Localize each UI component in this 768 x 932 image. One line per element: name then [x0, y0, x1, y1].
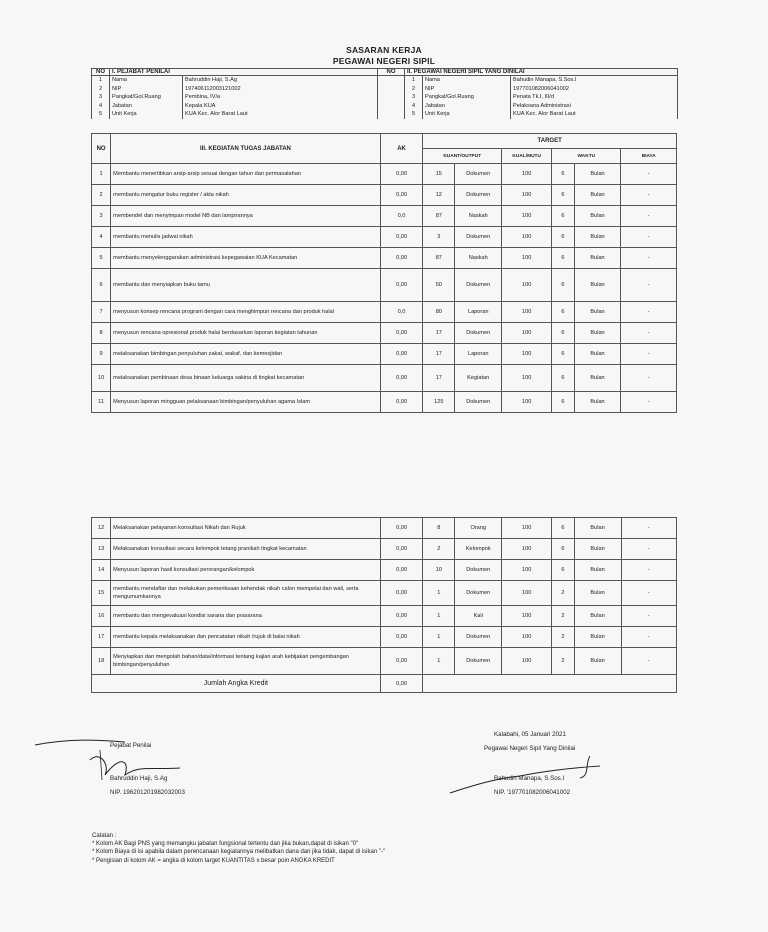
activity-no: 6 [92, 269, 111, 302]
activity-no: 11 [92, 392, 111, 413]
activity-row [92, 248, 677, 269]
activity-unit: Dokumen [455, 581, 502, 606]
activity-waktu-unit: Bulan [574, 606, 621, 627]
total-label: Jumlah Angka Kredit [92, 675, 381, 693]
activity-biaya: - [621, 627, 676, 648]
identity-rows [92, 76, 678, 119]
activity-row [92, 581, 677, 606]
activity-qty: 87 [423, 248, 455, 269]
id-right-no: 5 [405, 110, 423, 119]
activity-qty: 2 [423, 539, 455, 560]
activity-unit: Dokumen [455, 227, 502, 248]
activity-ak: 0,00 [380, 227, 423, 248]
total-value: 0,00 [380, 675, 423, 693]
activity-waktu-unit: Bulan [574, 269, 621, 302]
activity-mutu: 100 [502, 518, 552, 539]
note-2: * Kolom Biaya di isi apabila dalam perencanaan kegiatannya melibatkan dana dan jika tidak, dapat di isikan "-" [92, 849, 386, 856]
activity-mutu: 100 [502, 606, 552, 627]
activity-biaya: - [621, 518, 676, 539]
id-left-no: 3 [92, 93, 110, 102]
activity-no: 15 [92, 581, 111, 606]
activity-waktu: 6 [552, 248, 574, 269]
activity-unit: Naskah [455, 248, 502, 269]
activity-text: Menyiapkan dan mengolah bahan/data/informasi tentang kajian arah kebijakan pengembangan bimbingan/penyuluhan [111, 648, 381, 675]
activity-waktu: 6 [552, 365, 574, 392]
activity-mutu: 100 [502, 269, 552, 302]
activity-no: 4 [92, 227, 111, 248]
activity-waktu-unit: Bulan [574, 344, 621, 365]
id-right-value: Pelaksana Administrasi [511, 102, 678, 111]
activity-text: membendel dan menyimpan model NB dan lampirannya [111, 206, 381, 227]
activity-rows-1 [92, 164, 677, 413]
identity-row [92, 93, 678, 102]
id-right-value: KUA Kec. Alor Barat Laut [511, 110, 678, 119]
activity-mutu: 100 [502, 627, 552, 648]
document-subtitle: PEGAWAI NEGERI SIPIL [332, 56, 436, 66]
activity-unit: Dokumen [455, 164, 502, 185]
activity-text: membantu menulis jadwal nikah [111, 227, 381, 248]
col-ak: AK [380, 134, 423, 164]
activity-waktu: 6 [552, 323, 574, 344]
activity-mutu: 100 [502, 344, 552, 365]
activity-biaya: - [621, 344, 677, 365]
activity-ak: 0,00 [380, 539, 423, 560]
identity-row [92, 85, 678, 94]
activity-row [92, 185, 677, 206]
activity-ak: 0,00 [380, 248, 423, 269]
activity-text: membantu mengatur buku register / akta nikah [111, 185, 381, 206]
activity-text: Melaksanakan pelayanan konsultasi Nikah dan Rujuk [111, 518, 381, 539]
col-biaya: BIAYA [621, 149, 677, 164]
activity-waktu: 2 [552, 627, 574, 648]
activity-no: 2 [92, 185, 111, 206]
activity-no: 3 [92, 206, 111, 227]
id-right-label: Nama [423, 76, 511, 85]
activity-unit: Laporan [455, 302, 502, 323]
activity-mutu: 100 [502, 323, 552, 344]
id-right-no: 2 [405, 85, 423, 94]
activity-qty: 125 [423, 392, 455, 413]
activity-waktu: 2 [552, 606, 574, 627]
activity-ak: 0,00 [380, 606, 423, 627]
activity-qty: 50 [423, 269, 455, 302]
activity-ak: 0,00 [380, 627, 423, 648]
id-right-no: 4 [405, 102, 423, 111]
activity-unit: Dokumen [455, 560, 502, 581]
activity-ak: 0,00 [380, 518, 423, 539]
activity-qty: 1 [423, 648, 455, 675]
activity-biaya: - [621, 560, 676, 581]
activity-qty: 1 [423, 581, 455, 606]
activity-ak: 0,00 [380, 581, 423, 606]
id-spacer [378, 85, 405, 94]
notes [92, 832, 385, 865]
activity-mutu: 100 [502, 581, 552, 606]
activity-waktu: 6 [552, 344, 574, 365]
activity-no: 8 [92, 323, 111, 344]
id-spacer [378, 93, 405, 102]
activity-waktu: 6 [552, 518, 574, 539]
id-no-header-right: NO [378, 69, 405, 76]
id-no-header-left: NO [92, 69, 110, 76]
activity-ak: 0,00 [380, 392, 423, 413]
activity-qty: 8 [423, 518, 455, 539]
activity-text: membantu mendaftar dan melakukan pemeriksaan kehendak nikah calon mempelai dan wali, serta mengumumkannya [111, 581, 381, 606]
activity-text: melaksanakan pembinaan desa binaan keluarga sakina di tingkat kecamatan [111, 365, 381, 392]
activity-no: 16 [92, 606, 111, 627]
activities-table-2 [91, 517, 677, 693]
left-sign-role: Pejabat Penilai [110, 742, 152, 749]
activity-waktu-unit: Bulan [574, 560, 621, 581]
col-target: TARGET [423, 134, 677, 149]
activity-row [92, 560, 677, 581]
identity-row [92, 110, 678, 119]
activity-no: 18 [92, 648, 111, 675]
activity-unit: Dokumen [455, 323, 502, 344]
activity-mutu: 100 [502, 248, 552, 269]
left-sign-nip: NIP. 196201201982032003 [110, 789, 185, 796]
activity-mutu: 100 [502, 302, 552, 323]
activity-qty: 12 [423, 185, 455, 206]
id-left-label: Pangkat/Gol.Ruang [110, 93, 183, 102]
activity-no: 14 [92, 560, 111, 581]
id-left-no: 4 [92, 102, 110, 111]
activity-text: membantu dan mengevaluasi kondisi sarana dan prasarana [111, 606, 381, 627]
activity-ak: 0,00 [380, 365, 423, 392]
activity-waktu: 6 [552, 392, 574, 413]
id-right-value: 197701082006041002 [511, 85, 678, 94]
activity-waktu: 6 [552, 302, 574, 323]
activity-waktu: 6 [552, 560, 574, 581]
activity-mutu: 100 [502, 560, 552, 581]
activity-waktu-unit: Bulan [574, 392, 621, 413]
activity-mutu: 100 [502, 392, 552, 413]
identity-table [91, 68, 678, 119]
activity-ak: 0,00 [380, 344, 423, 365]
col-kual: KUAL/MUTU [502, 149, 552, 164]
id-left-value: 197406112003121002 [183, 85, 378, 94]
id-right-label: Jabatan [423, 102, 511, 111]
activity-row [92, 627, 677, 648]
identity-row [92, 76, 678, 85]
activity-text: Menyusun laporan mingguan pelaksanaan bimbingan/penyuluhan agama Islam [111, 392, 381, 413]
activity-no: 13 [92, 539, 111, 560]
activity-qty: 1 [423, 606, 455, 627]
activity-qty: 17 [423, 365, 455, 392]
activity-no: 7 [92, 302, 111, 323]
id-left-no: 5 [92, 110, 110, 119]
activity-qty: 3 [423, 227, 455, 248]
activity-biaya: - [621, 185, 677, 206]
activity-waktu-unit: Bulan [574, 185, 621, 206]
activity-ak: 0,00 [380, 185, 423, 206]
id-right-label: Unit Kerja [423, 110, 511, 119]
activities-table-1 [91, 133, 677, 413]
activity-unit: Kelompok [455, 539, 502, 560]
document-title: SASARAN KERJA [346, 45, 422, 55]
col-waktu: WAKTU [552, 149, 621, 164]
col-kegiatan: III. KEGIATAN TUGAS JABATAN [111, 134, 381, 164]
activity-ak: 0,00 [380, 269, 423, 302]
activity-unit: Kali [455, 606, 502, 627]
id-spacer [378, 110, 405, 119]
activity-no: 12 [92, 518, 111, 539]
right-sign-nip: NIP. '197701082006041002 [494, 789, 571, 796]
activity-no: 10 [92, 365, 111, 392]
activity-qty: 17 [423, 323, 455, 344]
activity-waktu: 6 [552, 185, 574, 206]
id-left-value: Bahruddin Haji, S.Ag [183, 76, 378, 85]
activity-waktu-unit: Bulan [574, 323, 621, 344]
activity-waktu: 2 [552, 581, 574, 606]
activity-unit: Laporan [455, 344, 502, 365]
activity-waktu: 6 [552, 539, 574, 560]
activity-mutu: 100 [502, 206, 552, 227]
activity-row [92, 648, 677, 675]
activity-row [92, 365, 677, 392]
id-right-label: NIP [423, 85, 511, 94]
id-left-no: 2 [92, 85, 110, 94]
activity-waktu-unit: Bulan [574, 648, 621, 675]
activity-row [92, 392, 677, 413]
place-date: Kalabahi, 05 Januari 2021 [494, 731, 566, 738]
activity-waktu: 6 [552, 206, 574, 227]
activity-waktu-unit: Bulan [574, 164, 621, 185]
activity-qty: 80 [423, 302, 455, 323]
activity-biaya: - [621, 581, 676, 606]
activity-unit: Naskah [455, 206, 502, 227]
activity-text: menyusun konsep rencana program dengan cara menghimpun rencana dan produk halal [111, 302, 381, 323]
activity-waktu-unit: Bulan [574, 302, 621, 323]
activity-qty: 10 [423, 560, 455, 581]
activity-biaya: - [621, 302, 677, 323]
left-sign-name: Bahruddin Haji, S.Ag [110, 775, 168, 782]
activity-biaya: - [621, 392, 677, 413]
id-left-value: Pembina, IV/a [183, 93, 378, 102]
id-left-no: 1 [92, 76, 110, 85]
activity-text: Melaksanakan konsultasi secara kelompok tetang pranikah tingkat kecamatan [111, 539, 381, 560]
activity-unit: Dokumen [455, 627, 502, 648]
id-right-no: 3 [405, 93, 423, 102]
activity-rows-2 [92, 518, 677, 675]
activity-no: 1 [92, 164, 111, 185]
activity-waktu-unit: Bulan [574, 539, 621, 560]
activity-no: 5 [92, 248, 111, 269]
id-right-value: Penata Tk.I, III/d [511, 93, 678, 102]
activity-waktu: 6 [552, 269, 574, 302]
activity-biaya: - [621, 606, 676, 627]
activity-waktu-unit: Bulan [574, 627, 621, 648]
activity-row [92, 227, 677, 248]
activity-ak: 0,00 [380, 648, 423, 675]
activity-waktu-unit: Bulan [574, 518, 621, 539]
activity-biaya: - [621, 269, 677, 302]
activity-row [92, 606, 677, 627]
activity-ak: 0,0 [380, 206, 423, 227]
activity-biaya: - [621, 206, 677, 227]
col-no: NO [92, 134, 111, 164]
activity-row [92, 539, 677, 560]
activity-text: menyusun rencana opresional produk halal berdasarkan laporan kegiatan tahunan [111, 323, 381, 344]
activity-row [92, 164, 677, 185]
activity-ak: 0,0 [380, 302, 423, 323]
activity-text: membantu dan menyiapkan buku tamu [111, 269, 381, 302]
activity-no: 9 [92, 344, 111, 365]
activity-biaya: - [621, 227, 677, 248]
activity-biaya: - [621, 365, 677, 392]
activity-text: melaksanakan bimbingan penyuluhan zakat, wakaf, dan kemesjidan [111, 344, 381, 365]
activity-waktu: 2 [552, 648, 574, 675]
id-spacer [378, 102, 405, 111]
activity-mutu: 100 [502, 648, 552, 675]
activity-unit: Kegiatan [455, 365, 502, 392]
activity-row [92, 269, 677, 302]
activity-text: membantu menyelenggarakan administrasi kepegawaian KUA Kecamatan [111, 248, 381, 269]
id-spacer [378, 76, 405, 85]
activity-row [92, 344, 677, 365]
activity-row [92, 302, 677, 323]
id-right-no: 1 [405, 76, 423, 85]
activity-mutu: 100 [502, 227, 552, 248]
activity-unit: Dokumen [455, 648, 502, 675]
activity-unit: Dokumen [455, 392, 502, 413]
id-left-label: Jabatan [110, 102, 183, 111]
section-pns-dinilai: II. PEGAWAI NEGERI SIPIL YANG DINILAI [405, 69, 678, 76]
activity-no: 17 [92, 627, 111, 648]
activity-mutu: 100 [502, 185, 552, 206]
id-left-label: NIP [110, 85, 183, 94]
activity-biaya: - [621, 648, 676, 675]
activity-waktu: 6 [552, 164, 574, 185]
activity-waktu-unit: Bulan [574, 248, 621, 269]
activity-row [92, 323, 677, 344]
activity-unit: Dokumen [455, 185, 502, 206]
activity-waktu-unit: Bulan [574, 206, 621, 227]
activity-biaya: - [621, 323, 677, 344]
activity-row [92, 206, 677, 227]
activity-unit: Orang [455, 518, 502, 539]
section-pejabat-penilai: I. PEJABAT PENILAI [110, 69, 378, 76]
note-3: * Pengisian di kolom AK = angka di kolom target KUANTITAS x besar poin ANGKA KREDIT [92, 857, 335, 864]
activity-biaya: - [621, 248, 677, 269]
id-left-value: Kepala KUA [183, 102, 378, 111]
activity-ak: 0,00 [380, 560, 423, 581]
activity-ak: 0,00 [380, 323, 423, 344]
activity-biaya: - [621, 539, 676, 560]
note-1: * Kolom AK Bagi PNS yang memangku jabatan fungsional tertentu dan jika bukan,dapat di isikan "0" [92, 841, 359, 848]
activity-text: membantu kepala melaksanakan dan pencatatan nikah /rujuk di balai nikah [111, 627, 381, 648]
activity-biaya: - [621, 164, 677, 185]
id-right-label: Pangkat/Gol.Ruang [423, 93, 511, 102]
id-right-value: Bahudin Manapa, S.Sos.I [511, 76, 678, 85]
activity-waktu-unit: Bulan [574, 227, 621, 248]
activity-mutu: 100 [502, 539, 552, 560]
activity-qty: 87 [423, 206, 455, 227]
activity-waktu: 6 [552, 227, 574, 248]
col-kuant: KUANT/OUTPUT [423, 149, 502, 164]
notes-title: Catatan : [92, 833, 117, 839]
id-left-value: KUA Kec. Alor Barat Laut [183, 110, 378, 119]
activity-waktu-unit: Bulan [574, 365, 621, 392]
id-left-label: Unit Kerja [110, 110, 183, 119]
id-left-label: Nama [110, 76, 183, 85]
activity-waktu-unit: Bulan [574, 581, 621, 606]
activity-text: Membantu menertibkan arsip-arsip sesuai dengan tahun dan permasalahan [111, 164, 381, 185]
total-empty [423, 675, 677, 693]
activity-qty: 1 [423, 627, 455, 648]
right-sign-role: Pegawai Negeri Sipil Yang Dinilai [484, 745, 576, 752]
activity-ak: 0,00 [380, 164, 423, 185]
activity-qty: 17 [423, 344, 455, 365]
activity-row [92, 518, 677, 539]
activity-unit: Dokumen [455, 269, 502, 302]
activity-mutu: 100 [502, 164, 552, 185]
activity-text: Menyusun laporan hasil konsultasi perorangan/kelompok [111, 560, 381, 581]
activity-mutu: 100 [502, 365, 552, 392]
right-sign-name: Bahudin Manapa, S.Sos.I [494, 775, 565, 782]
identity-row [92, 102, 678, 111]
activity-qty: 15 [423, 164, 455, 185]
